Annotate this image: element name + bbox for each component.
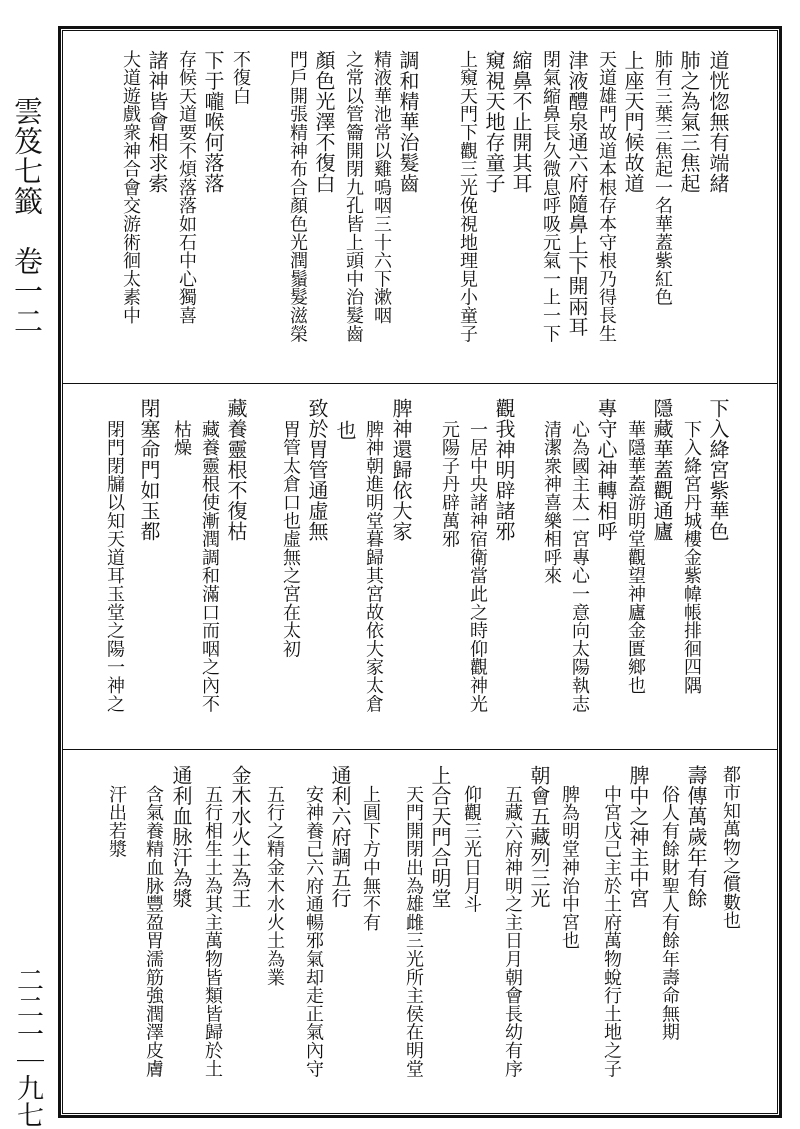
page-number: 二二一｜九七 [12, 966, 43, 1128]
text-column: 不復白 [230, 50, 251, 105]
text-column: 肺之為氣三焦起 [677, 50, 701, 194]
band-divider-1 [62, 383, 778, 384]
text-column: 下入絳宮紫華色 [706, 398, 730, 542]
text-column: 閉氣縮鼻長久微息呼吸元氣一上一下 [540, 50, 561, 343]
text-column: 五行之精金木水火土為業 [264, 785, 285, 987]
text-column: 存候天道要不煩落落如石中心獨喜 [176, 50, 197, 325]
text-column: 一居中央諸神宿衛當此之時仰觀神光 [467, 420, 488, 713]
text-column: 金木水火土為王 [228, 765, 252, 909]
text-column: 俗人有餘財聖人有餘年壽命無期 [659, 785, 680, 1042]
text-column: 天道雄門故道本根存本守根乃得長生 [596, 50, 617, 343]
text-column: 調和精華治髮齒 [396, 50, 420, 194]
text-column: 觀我神明辟諸邪 [492, 398, 516, 542]
text-column: 脾中之神主中宮 [626, 765, 650, 909]
text-column: 華隱華蓋游明堂觀望神廬金匱鄉也 [625, 420, 646, 695]
text-column: 胃管太倉口也虛無之宮在太初 [280, 420, 301, 658]
text-column: 上座天門候故道 [621, 50, 645, 194]
text-column: 藏養靈根使漸潤調和滿口而咽之內不 [199, 420, 220, 713]
text-column: 之常以管籥開閉九孔皆上頭中治髮齒 [343, 50, 364, 343]
text-column: 通利六府調五行 [328, 765, 352, 909]
text-column: 枯燥 [171, 420, 192, 457]
text-column: 汗出若漿 [106, 785, 127, 859]
text-column: 縮鼻不止開其耳 [509, 50, 533, 194]
text-column: 安神養己六府通暢邪氣却走正氣內守 [303, 785, 324, 1078]
text-column: 隱藏華蓋觀通廬 [650, 398, 674, 542]
text-column: 藏養靈根不復枯 [224, 398, 248, 542]
text-column: 精液華池常以雞鳴咽三十六下漱咽 [371, 50, 392, 325]
text-column: 脾神朝進明堂暮歸其宮故依大家太倉 [363, 420, 384, 713]
text-column: 下于嚨喉何落落 [201, 50, 225, 194]
text-column: 脾神還歸依大家 [389, 398, 413, 542]
text-column: 天門開閉出為雄雌三光所主侯在明堂 [403, 785, 424, 1078]
text-column: 專守心神轉相呼 [594, 398, 618, 542]
text-column: 上合天門合明堂 [428, 765, 452, 909]
text-column: 閉門閉牖以知天道耳玉堂之陽一神之 [104, 420, 125, 713]
text-column: 肺有三葉三焦起一名華蓋紫紅色 [652, 50, 673, 307]
text-column: 脾為明堂神治中宮也 [559, 785, 580, 950]
text-column: 中宮戊己主於土府萬物蛻行土地之子 [601, 785, 622, 1078]
text-column: 大道遊戲衆神合會交游術徊太素中 [120, 50, 141, 325]
text-column: 窺視天地存童子 [482, 50, 506, 194]
text-column: 朝會五藏列三光 [527, 765, 551, 909]
text-column: 元陽子丹辟萬邪 [439, 420, 460, 549]
text-column: 道恍惚無有端緒 [706, 50, 730, 194]
text-column: 壽傳萬歲年有餘 [684, 765, 708, 909]
text-column: 都市知萬物之償數也 [720, 765, 741, 930]
text-column: 心為國主太一宮專心一意向太陽執志 [569, 420, 590, 713]
text-column: 上窺天門下觀三光俛視地理見小童子 [457, 50, 478, 343]
text-column: 門戶開張精神布合顏色光潤鬚髮滋榮 [287, 50, 308, 343]
text-column: 顏色光澤不復白 [312, 50, 336, 194]
text-column: 閉塞命門如玉都 [137, 398, 161, 542]
text-column: 清潔衆神喜樂相呼來 [541, 420, 562, 585]
band-divider-2 [62, 749, 778, 750]
text-column: 津液醴泉通六府隨鼻上下開兩耳 [565, 50, 589, 337]
text-column: 五行相生土為其主萬物皆類皆歸於土 [202, 785, 223, 1078]
text-column: 通利血脉汗為漿 [169, 765, 193, 909]
text-column: 含氣養精血脉豐盈胃濡筋強潤澤皮膚 [143, 785, 164, 1078]
text-column: 上圓下方中無不有 [360, 785, 381, 932]
book-title: 雲笈七籤 卷一二 [10, 96, 44, 336]
text-column: 仰觀三光日月斗 [461, 785, 482, 914]
text-column: 諸神皆會相求索 [145, 50, 169, 194]
text-column: 致於胃管通虛無 [305, 398, 329, 542]
text-column: 也 [333, 420, 357, 441]
text-column: 下入絳宮丹城樓金紫幃帳排徊四隅 [681, 420, 702, 695]
text-column: 五藏六府神明之主日月朝會長幼有序 [502, 785, 523, 1078]
